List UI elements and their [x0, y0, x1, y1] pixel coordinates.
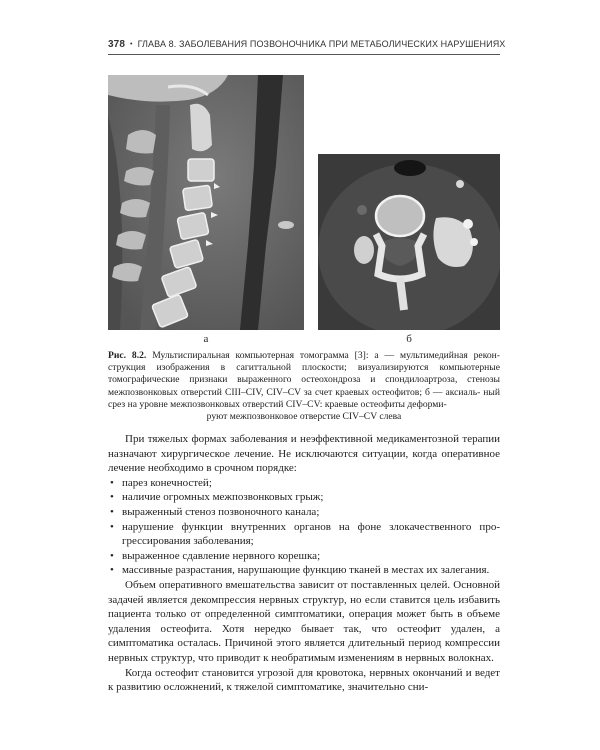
caption-line: ный срез на уровне межпозвонковых отверстий CIV–CV: краевые остеофиты деформи- — [108, 386, 500, 410]
intro-paragraph: При тяжелых формах заболевания и неэффективной медикаментозной терапии назначают хирургическое лечение. Не исключаются ситуации, когда оперативное лечение необходимо в срочном порядке: — [108, 433, 500, 475]
figure-caption — [108, 350, 500, 423]
running-head — [108, 39, 506, 50]
list-item: • наличие огромных межпозвонковых грыж; — [108, 490, 500, 505]
ct-axial-image — [318, 154, 500, 330]
paragraph-osteophyte: Когда остеофит становится угрозой для кровотока, нервных окончаний и ведет к развитию осложнений, к тяжелой симптоматике, значительно сни- — [108, 666, 500, 694]
list-item: • выраженное сдавление нервного корешка; — [108, 549, 500, 564]
header-rule — [108, 54, 500, 55]
caption-line: томографические признаки выраженного остеохондроза и спондилоартроза, стенозы — [108, 374, 500, 386]
list-item: • массивные разрастания, нарушающие функцию тканей в местах их залегания. — [108, 563, 500, 578]
page-number: 378 — [108, 39, 125, 50]
body-text — [108, 432, 500, 695]
list-item: • выраженный стеноз позвоночного канала; — [108, 505, 500, 520]
caption-label: Рис. 8.2. — [108, 350, 147, 361]
caption-line: струкция изображения в сагиттальной плоскости; визуализируются компьютерные — [108, 362, 500, 374]
caption-line: межпозвонковых отверстий CIII–CIV, CIV–CV за счет краевых остеофитов; б — аксиаль- — [108, 386, 481, 398]
indications-list — [108, 476, 500, 578]
ct-sagittal-image — [108, 75, 304, 330]
header-bullet: • — [130, 41, 133, 48]
list-item: • нарушение функции внутренних органов на фоне злокачественного прогрессирования заболевания; — [108, 520, 500, 549]
panel-label-b: б — [406, 333, 412, 345]
panel-label-a: а — [203, 333, 209, 345]
caption-line: Мультиспиральная компьютерная томограмма [3]: а — мультимедийная рекон- — [146, 350, 500, 361]
caption-last-line: руют межпозвонковое отверстие CIV–CV слева — [206, 411, 402, 423]
list-item: • парез конечностей; — [108, 476, 500, 491]
paragraph-surgery-scope: Объем оперативного вмешательства зависит от поставленных целей. Основной задачей является декомпрессия нервных структур, но если ставится цель избавить пациента только от определенной симптоматики, операция может быть в объеме удаления остеофита. Хотя нередко бывает так, что остеофит удален, а симптоматика осталась. Причиной этого является длительный период компрессии нервных структур, что приводит к необратимым изменениям в нервных волокнах. — [108, 578, 500, 664]
chapter-title: ГЛАВА 8. ЗАБОЛЕВАНИЯ ПОЗВОНОЧНИКА ПРИ МЕТАБОЛИЧЕСКИХ НАРУШЕНИЯХ — [137, 39, 506, 49]
